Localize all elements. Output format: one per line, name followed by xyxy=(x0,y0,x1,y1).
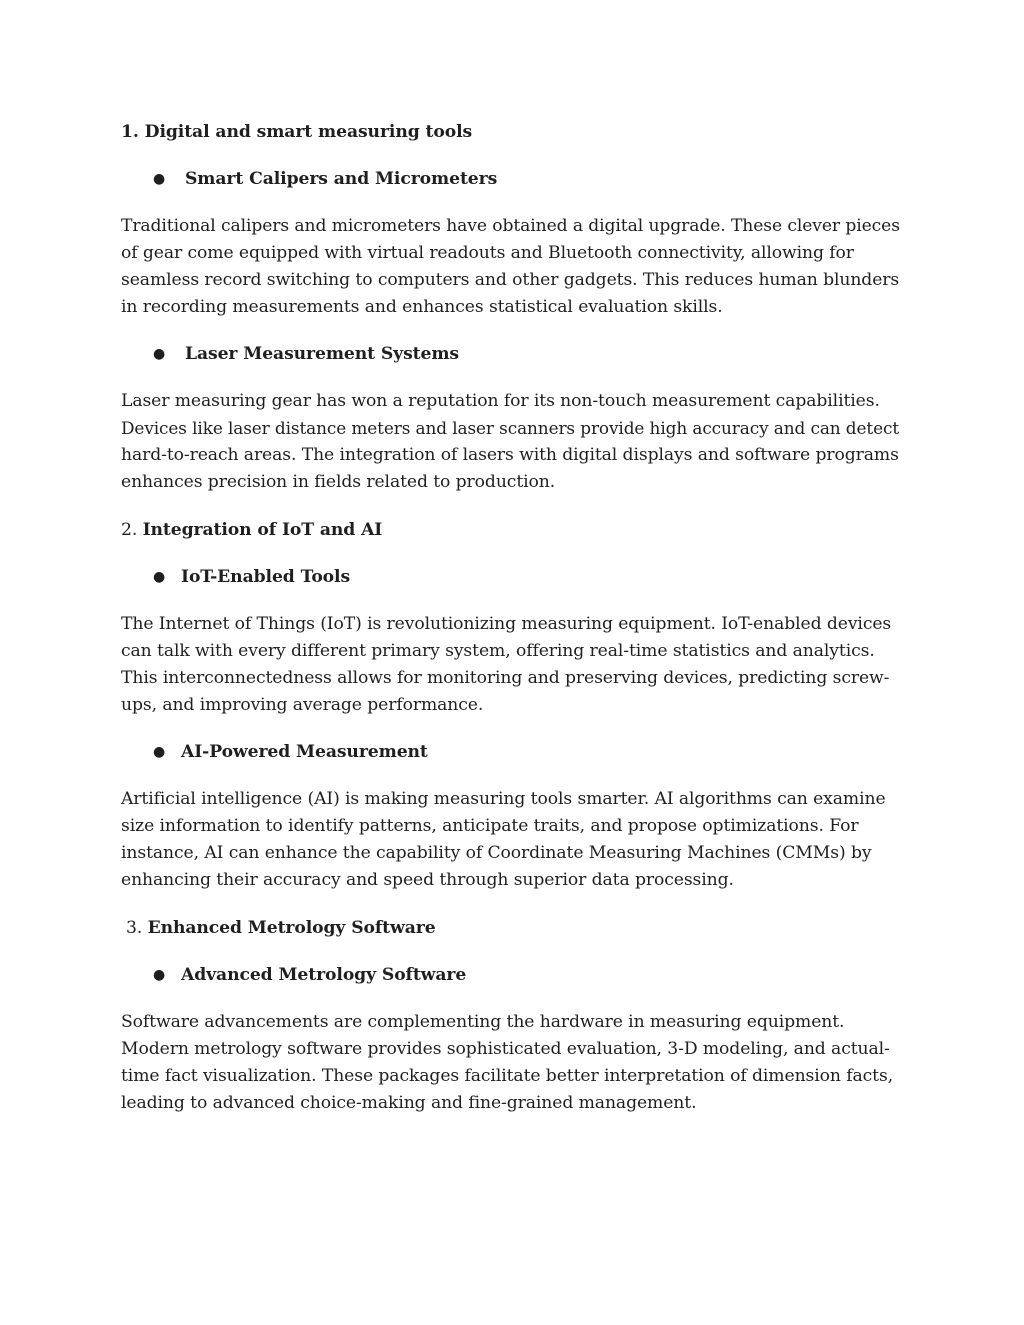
paragraph-line: Traditional calipers and micrometers have obtained a digital upgrade. These clever pieces xyxy=(121,216,900,236)
section-number: 3. xyxy=(126,918,143,938)
bullet-icon: ● xyxy=(153,744,166,760)
bullet-icon: ● xyxy=(153,569,166,585)
bullet-icon: ● xyxy=(153,346,166,362)
paragraph-line: time fact visualization. These packages facilitate better interpretation of dimension facts, xyxy=(121,1066,894,1086)
subsection-title: Laser Measurement Systems xyxy=(185,344,459,364)
paragraph-line: Devices like laser distance meters and laser scanners provide high accuracy and can detect xyxy=(121,418,899,438)
section-title: Enhanced Metrology Software xyxy=(147,918,436,938)
paragraph-line: enhancing their accuracy and speed through superior data processing. xyxy=(121,870,734,890)
paragraph-line: Software advancements are complementing the hardware in measuring equipment. xyxy=(121,1012,845,1032)
paragraph-line: This interconnectedness allows for monitoring and preserving devices, predicting screw- xyxy=(121,668,890,688)
subsection-title: Smart Calipers and Micrometers xyxy=(185,169,498,189)
section-title: Digital and smart measuring tools xyxy=(144,122,473,142)
paragraph-line: seamless record switching to computers and other gadgets. This reduces human blunders xyxy=(121,270,900,290)
subsection-title: Advanced Metrology Software xyxy=(181,965,467,985)
paragraph-line: The Internet of Things (IoT) is revolutionizing measuring equipment. IoT-enabled devices xyxy=(121,614,892,634)
paragraph-line: ups, and improving average performance. xyxy=(121,695,484,715)
section-number: 1. xyxy=(121,122,139,142)
section-title: Integration of IoT and AI xyxy=(142,520,383,540)
subsection-title: AI-Powered Measurement xyxy=(181,742,428,762)
section-heading xyxy=(121,517,382,544)
section-number: 2. xyxy=(121,520,138,540)
paragraph-line: size information to identify patterns, anticipate traits, and propose optimizations. For xyxy=(121,816,859,836)
paragraph-line: of gear come equipped with virtual readouts and Bluetooth connectivity, allowing for xyxy=(121,243,854,263)
paragraph-line: can talk with every different primary system, offering real-time statistics and analytics. xyxy=(121,641,875,661)
paragraph-line: in recording measurements and enhances statistical evaluation skills. xyxy=(121,297,723,317)
paragraph-line: Artificial intelligence (AI) is making measuring tools smarter. AI algorithms can examine xyxy=(121,789,886,809)
bullet-icon: ● xyxy=(153,171,166,187)
paragraph-line: Laser measuring gear has won a reputation for its non-touch measurement capabilities. xyxy=(121,391,880,411)
bullet-icon: ● xyxy=(153,967,166,983)
paragraph-line: enhances precision in fields related to production. xyxy=(121,472,556,492)
section-heading xyxy=(121,119,472,146)
section-heading xyxy=(126,915,436,942)
paragraph-line: leading to advanced choice-making and fine-grained management. xyxy=(121,1093,697,1113)
subsection-title: IoT-Enabled Tools xyxy=(181,567,351,587)
paragraph-line: Modern metrology software provides sophisticated evaluation, 3-D modeling, and actual- xyxy=(121,1039,890,1059)
paragraph-line: instance, AI can enhance the capability of Coordinate Measuring Machines (CMMs) by xyxy=(121,843,872,863)
paragraph-line: hard-to-reach areas. The integration of lasers with digital displays and software programs xyxy=(121,445,899,465)
